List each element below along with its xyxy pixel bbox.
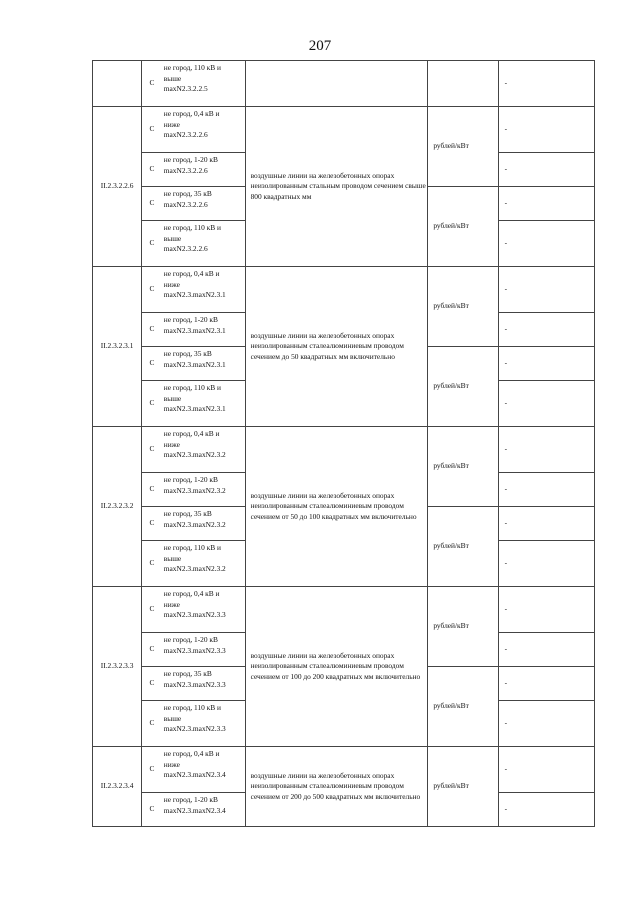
category-letter: С (142, 633, 162, 667)
category-line: не город, 110 кВ и (163, 383, 222, 392)
line-description: воздушные линии на железобетонных опорах неизолированным сталеалюминиевым проводом сечением до 50 квадратных мм включительно (245, 267, 428, 427)
category-description (162, 747, 245, 793)
category-description (162, 541, 245, 587)
category-line: выше (163, 393, 182, 403)
category-line: не город, 35 кВ (163, 509, 212, 518)
category-letter: С (142, 507, 162, 541)
category-line: maxN2.3.maxN2.3.1 (163, 359, 226, 369)
category-line: не город, 0,4 кВ и (163, 589, 220, 598)
category-line: maxN2.3.maxN2.3.2 (163, 564, 226, 573)
category-line: maxN2.3.maxN2.3.3 (163, 679, 226, 689)
category-line: maxN2.3.maxN2.3.4 (163, 805, 226, 815)
value-cell: - (498, 61, 594, 107)
category-description (162, 347, 245, 381)
unit-cell (428, 61, 498, 107)
unit-cell: рублей/кВт (428, 347, 498, 427)
category-letter: С (142, 153, 162, 187)
value-cell: - (498, 221, 594, 267)
table-row (93, 61, 595, 107)
category-description (162, 473, 245, 507)
category-line: ниже (163, 119, 180, 129)
category-line: выше (163, 73, 182, 83)
category-description (162, 153, 245, 187)
category-line: не город, 110 кВ и (163, 63, 222, 72)
value-cell: - (498, 633, 594, 667)
page-number: 207 (308, 38, 332, 54)
category-line: не город, 1-20 кВ (163, 635, 218, 644)
category-line: maxN2.3.2.2.6 (163, 165, 208, 175)
category-line: maxN2.3.2.2.5 (163, 84, 208, 93)
category-description (162, 267, 245, 313)
category-description (162, 587, 245, 633)
value-cell: - (498, 747, 594, 793)
category-letter: С (142, 793, 162, 827)
category-line: ниже (163, 279, 180, 289)
item-code: II.2.3.2.3.4 (93, 747, 142, 827)
unit-cell: рублей/кВт (428, 667, 498, 747)
category-description (162, 507, 245, 541)
category-line: не город, 1-20 кВ (163, 315, 218, 324)
category-description (162, 701, 245, 747)
category-description (162, 427, 245, 473)
value-cell: - (498, 667, 594, 701)
category-description (162, 107, 245, 153)
category-line: выше (163, 233, 182, 243)
category-line: не город, 1-20 кВ (163, 155, 218, 164)
table-row (93, 587, 595, 633)
category-line: maxN2.3.2.2.6 (163, 130, 208, 139)
category-line: не город, 110 кВ и (163, 543, 222, 552)
category-description (162, 381, 245, 427)
category-line: maxN2.3.maxN2.3.2 (163, 519, 226, 529)
category-line: maxN2.3.maxN2.3.3 (163, 610, 226, 619)
category-letter: С (142, 61, 162, 107)
category-line: ниже (163, 599, 180, 609)
line-description: воздушные линии на железобетонных опорах неизолированным сталеалюминиевым проводом сечением от 50 до 100 квадратных мм включительно (245, 427, 428, 587)
category-letter: С (142, 667, 162, 701)
value-cell: - (498, 313, 594, 347)
category-line: не город, 110 кВ и (163, 703, 222, 712)
line-description: воздушные линии на железобетонных опорах неизолированным сталеалюминиевым проводом сечением от 200 до 500 квадратных мм включительно (245, 747, 428, 827)
unit-cell: рублей/кВт (428, 107, 498, 187)
category-line: maxN2.3.maxN2.3.1 (163, 325, 226, 335)
table-row (93, 747, 595, 793)
line-description (245, 61, 428, 107)
category-line: maxN2.3.maxN2.3.2 (163, 485, 226, 495)
unit-cell: рублей/кВт (428, 747, 498, 827)
value-cell: - (498, 701, 594, 747)
value-cell: - (498, 107, 594, 153)
value-cell: - (498, 267, 594, 313)
unit-cell: рублей/кВт (428, 507, 498, 587)
unit-cell: рублей/кВт (428, 267, 498, 347)
category-letter: С (142, 381, 162, 427)
value-cell: - (498, 541, 594, 587)
category-line: не город, 110 кВ и (163, 223, 222, 232)
line-description: воздушные линии на железобетонных опорах неизолированным сталеалюминиевым проводом сечением от 100 до 200 квадратных мм включительно (245, 587, 428, 747)
item-code: II.2.3.2.3.3 (93, 587, 142, 747)
category-line: не город, 1-20 кВ (163, 475, 218, 484)
category-line: выше (163, 553, 182, 563)
category-letter: С (142, 747, 162, 793)
unit-cell: рублей/кВт (428, 427, 498, 507)
category-letter: С (142, 701, 162, 747)
value-cell: - (498, 793, 594, 827)
category-line: maxN2.3.maxN2.3.3 (163, 645, 226, 655)
category-description (162, 187, 245, 221)
category-letter: С (142, 267, 162, 313)
category-line: не город, 35 кВ (163, 189, 212, 198)
category-letter: С (142, 473, 162, 507)
table-row (93, 107, 595, 153)
category-line: не город, 35 кВ (163, 349, 212, 358)
category-description (162, 633, 245, 667)
category-letter: С (142, 587, 162, 633)
category-line: maxN2.3.maxN2.3.3 (163, 724, 226, 733)
value-cell: - (498, 473, 594, 507)
category-line: выше (163, 713, 182, 723)
category-description (162, 221, 245, 267)
category-letter: С (142, 107, 162, 153)
category-description (162, 61, 245, 107)
category-description (162, 313, 245, 347)
category-line: ниже (163, 439, 180, 449)
category-line: не город, 1-20 кВ (163, 795, 218, 804)
value-cell: - (498, 587, 594, 633)
category-letter: С (142, 347, 162, 381)
category-description (162, 667, 245, 701)
category-line: maxN2.3.2.2.6 (163, 199, 208, 209)
category-line: не город, 35 кВ (163, 669, 212, 678)
item-code (93, 61, 142, 107)
category-line: maxN2.3.maxN2.3.1 (163, 404, 226, 413)
category-line: maxN2.3.2.2.6 (163, 244, 208, 253)
category-line: maxN2.3.maxN2.3.2 (163, 450, 226, 459)
value-cell: - (498, 427, 594, 473)
item-code: II.2.3.2.3.2 (93, 427, 142, 587)
table-row (93, 427, 595, 473)
category-letter: С (142, 221, 162, 267)
category-description (162, 793, 245, 827)
category-line: не город, 0,4 кВ и (163, 749, 220, 758)
category-letter: С (142, 427, 162, 473)
category-line: не город, 0,4 кВ и (163, 429, 220, 438)
value-cell: - (498, 507, 594, 541)
value-cell: - (498, 187, 594, 221)
value-cell: - (498, 347, 594, 381)
category-line: maxN2.3.maxN2.3.1 (163, 290, 226, 299)
category-letter: С (142, 313, 162, 347)
tariff-table (92, 60, 595, 827)
value-cell: - (498, 381, 594, 427)
item-code: II.2.3.2.3.1 (93, 267, 142, 427)
category-letter: С (142, 187, 162, 221)
category-letter: С (142, 541, 162, 587)
category-line: не город, 0,4 кВ и (163, 109, 220, 118)
unit-cell: рублей/кВт (428, 587, 498, 667)
table-row (93, 267, 595, 313)
tariff-table-body (93, 61, 595, 827)
category-line: ниже (163, 759, 180, 769)
category-line: не город, 0,4 кВ и (163, 269, 220, 278)
unit-cell: рублей/кВт (428, 187, 498, 267)
line-description: воздушные линии на железобетонных опорах неизолированным стальным проводом сечением свыше 800 квадратных мм (245, 107, 428, 267)
value-cell: - (498, 153, 594, 187)
category-line: maxN2.3.maxN2.3.4 (163, 770, 226, 779)
item-code: II.2.3.2.2.6 (93, 107, 142, 267)
